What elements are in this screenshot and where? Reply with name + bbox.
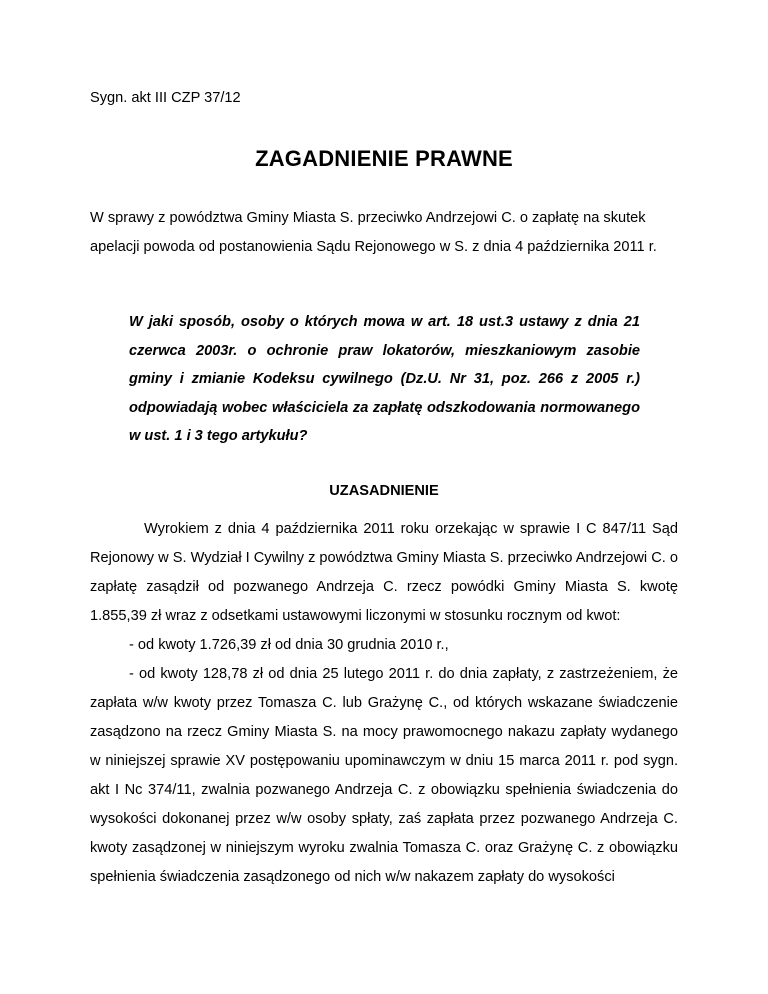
intro-paragraph: W sprawy z powództwa Gminy Miasta S. przeciwko Andrzejowi C. o zapłatę na skutek apelacji powoda od postanowienia Sądu Rejonowego w S. z dnia 4 października 2011 r. [90, 210, 657, 255]
justification-paragraph: Wyrokiem z dnia 4 października 2011 roku orzekając w sprawie I C 847/11 Sąd Rejonowy w S. Wydział I Cywilny z powództwa Gminy Miasta S. przeciwko Andrzejowi C. o zapłatę zasądził od pozwanego Andrzeja C. rzecz powódki Gminy Miasta S. kwotę 1.855,39 zł wraz z odsetkami ustawowymi liczonymi w stosunku rocznym od kwot: [90, 521, 678, 624]
justification-heading: UZASADNIENIE [329, 483, 439, 499]
list-item: - od kwoty 128,78 zł od dnia 25 lutego 2011 r. do dnia zapłaty, z zastrzeżeniem, że zapłata w/w kwoty przez Tomasza C. lub Grażynę C., od których wskazane świadczenie zasądzono na rzecz Gminy Miasta S. na mocy prawomocnego nakazu zapłaty wydanego w niniejszej sprawie XV postępowaniu upominawczym w dniu 15 marca 2011 r. pod sygn. akt I Nc 374/11, zwalnia pozwanego Andrzeja C. z obowiązku spełnienia świadczenia do wysokości dokonanej przez w/w osoby spłaty, zaś zapłata przez pozwanego Andrzeja C. kwoty zasądzonej w niniejszym wyroku zwalnia Tomasza C. oraz Grażynę C. z obowiązku spełnienia świadczenia zasądzonego od nich w/w nakazem zapłaty do wysokości [90, 666, 678, 885]
case-signature: Sygn. akt III CZP 37/12 [90, 90, 241, 106]
list-item: - od kwoty 1.726,39 zł od dnia 30 grudnia 2010 r., [129, 637, 449, 653]
justification-body [90, 515, 678, 892]
document-title: ZAGADNIENIE PRAWNE [255, 146, 513, 171]
legal-question: W jaki sposób, osoby o których mowa w art. 18 ust.3 ustawy z dnia 21 czerwca 2003r. o ochronie praw lokatorów, mieszkaniowym zasobie gminy i zmianie Kodeksu cywilnego (Dz.U. Nr 31, poz. 266 z 2005 r.) odpowiadają wobec właściciela za zapłatę odszkodowania normowanego w ust. 1 i 3 tego artykułu? [129, 314, 640, 445]
